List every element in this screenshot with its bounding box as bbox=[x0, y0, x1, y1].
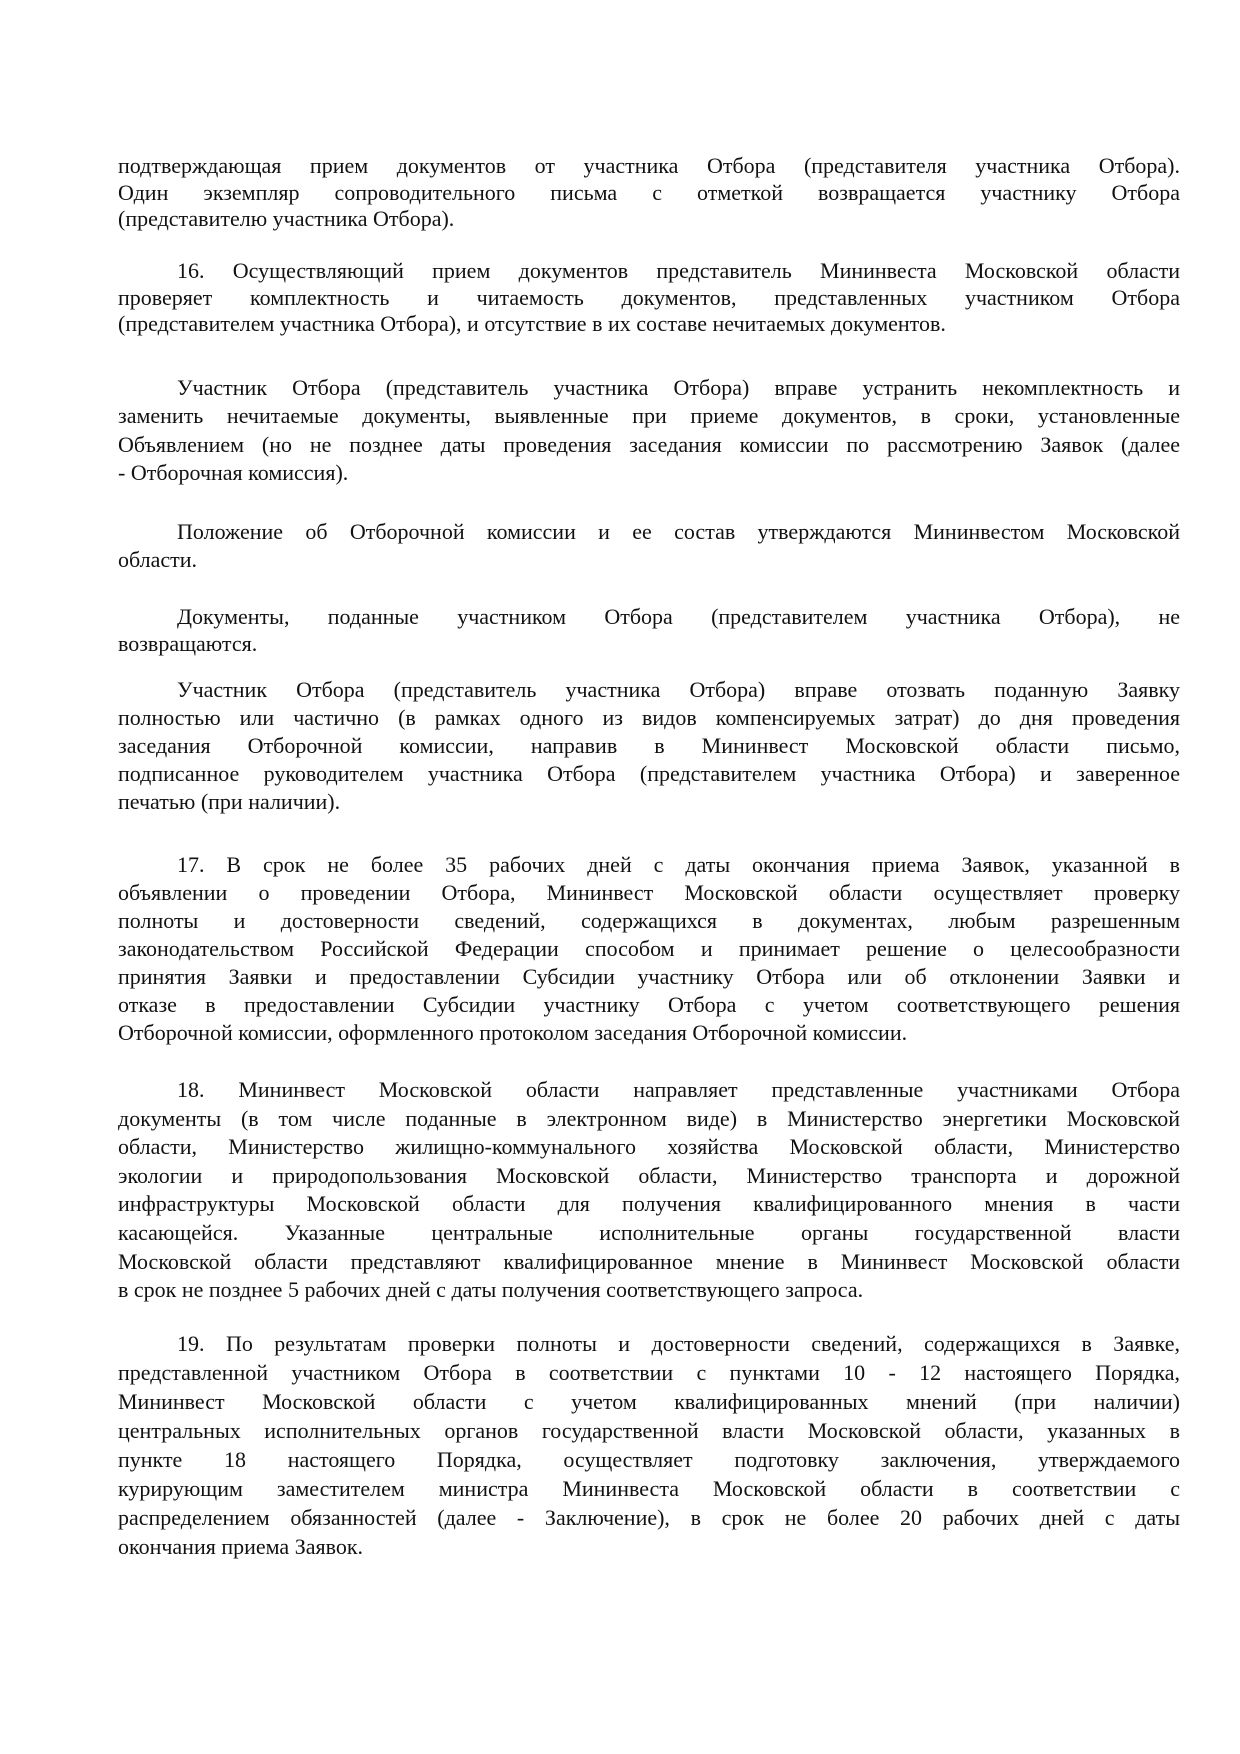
text-line: (представителем участника Отбора), и отсутствие в их составе нечитаемых документов. bbox=[118, 311, 946, 336]
text-line: центральных исполнительных органов государственной власти Московской области, указанных в bbox=[118, 1418, 1180, 1443]
text-line: полноты и достоверности сведений, содержащихся в документах, любым разрешенным bbox=[118, 908, 1180, 933]
text-line: 16. Осуществляющий прием документов представитель Мининвеста Московской области bbox=[177, 258, 1180, 283]
text-line: Объявлением (но не позднее даты проведения заседания комиссии по рассмотрению Заявок (далее bbox=[118, 431, 1180, 457]
text-line: заменить нечитаемые документы, выявленные при приеме документов, в сроки, установленные bbox=[118, 403, 1180, 429]
text-line: Отборочной комиссии, оформленного протоколом заседания Отборочной комиссии. bbox=[118, 1020, 908, 1045]
paragraph-18 bbox=[118, 1076, 1180, 1305]
text-line: документы (в том числе поданные в электронном виде) в Министерство энергетики Московской bbox=[118, 1105, 1180, 1131]
paragraph-16-withdraw bbox=[118, 676, 1180, 816]
text-line: отказе в предоставлении Субсидии участнику Отбора с учетом соответствующего решения bbox=[118, 992, 1180, 1017]
text-line: - Отборочная комиссия). bbox=[118, 459, 349, 485]
text-line: 17. В срок не более 35 рабочих дней с даты окончания приема Заявок, указанной в bbox=[177, 852, 1180, 877]
paragraph-continuation bbox=[118, 153, 1180, 233]
paragraph-17 bbox=[118, 851, 1180, 1047]
text-line: пункте 18 настоящего Порядка, осуществляет подготовку заключения, утверждаемого bbox=[118, 1447, 1180, 1472]
text-line: печатью (при наличии). bbox=[118, 789, 341, 814]
text-line: проверяет комплектность и читаемость документов, представленных участником Отбора bbox=[118, 284, 1180, 310]
text-line: Участник Отбора (представитель участника Отбора) вправе устранить некомплектность и bbox=[177, 375, 1180, 400]
text-line: инфраструктуры Московской области для получения квалифицированного мнения в части bbox=[118, 1191, 1180, 1217]
paragraph-16 bbox=[118, 258, 1180, 338]
text-line: законодательством Российской Федерации способом и принимает решение о целесообразности bbox=[118, 936, 1180, 961]
text-line: подтверждающая прием документов от участника Отбора (представителя участника Отбора). bbox=[118, 153, 1180, 178]
text-line: 19. По результатам проверки полноты и достоверности сведений, содержащихся в Заявке, bbox=[177, 1331, 1180, 1356]
text-line: возвращаются. bbox=[118, 631, 258, 656]
text-line: курирующим заместителем министра Мининвеста Московской области в соответствии с bbox=[118, 1476, 1180, 1501]
text-line: окончания приема Заявок. bbox=[118, 1534, 364, 1559]
paragraph-16-commission bbox=[118, 518, 1180, 574]
text-line: области, Министерство жилищно-коммунального хозяйства Московской области, Министерство bbox=[118, 1134, 1180, 1160]
text-line: подписанное руководителем участника Отбора (представителем участника Отбора) и заверенное bbox=[118, 761, 1180, 786]
text-line: экологии и природопользования Московской области, Министерство транспорта и дорожной bbox=[118, 1162, 1180, 1188]
text-line: (представителю участника Отбора). bbox=[118, 206, 455, 231]
text-line: Московской области представляют квалифицированное мнение в Мининвест Московской области bbox=[118, 1248, 1180, 1274]
text-line: Документы, поданные участником Отбора (представителем участника Отбора), не bbox=[177, 604, 1180, 629]
paragraph-16-incompleteness bbox=[118, 374, 1180, 487]
text-line: области. bbox=[118, 547, 198, 572]
text-line: представленной участником Отбора в соответствии с пунктами 10 - 12 настоящего Порядка, bbox=[118, 1360, 1180, 1385]
text-line: Участник Отбора (представитель участника Отбора) вправе отозвать поданную Заявку bbox=[177, 677, 1180, 702]
text-line: в срок не позднее 5 рабочих дней с даты получения соответствующего запроса. bbox=[118, 1277, 864, 1303]
text-line: Один экземпляр сопроводительного письма с отметкой возвращается участнику Отбора bbox=[118, 179, 1180, 205]
text-line: распределением обязанностей (далее - Заключение), в срок не более 20 рабочих дней с даты bbox=[118, 1505, 1180, 1530]
text-line: касающейся. Указанные центральные исполнительные органы государственной власти bbox=[118, 1219, 1180, 1245]
text-line: заседания Отборочной комиссии, направив в Мининвест Московской области письмо, bbox=[118, 733, 1180, 758]
text-line: Положение об Отборочной комиссии и ее состав утверждаются Мининвестом Московской bbox=[177, 519, 1180, 544]
text-line: Мининвест Московской области с учетом квалифицированных мнений (при наличии) bbox=[118, 1389, 1180, 1414]
text-line: объявлении о проведении Отбора, Мининвест Московской области осуществляет проверку bbox=[118, 880, 1180, 905]
text-line: 18. Мининвест Московской области направляет представленные участниками Отбора bbox=[177, 1077, 1180, 1102]
paragraph-16-not-returned bbox=[118, 603, 1180, 657]
text-line: принятия Заявки и предоставлении Субсидии участнику Отбора или об отклонении Заявки и bbox=[118, 964, 1180, 989]
text-line: полностью или частично (в рамках одного из видов компенсируемых затрат) до дня проведения bbox=[118, 705, 1180, 730]
paragraph-19 bbox=[118, 1329, 1180, 1561]
